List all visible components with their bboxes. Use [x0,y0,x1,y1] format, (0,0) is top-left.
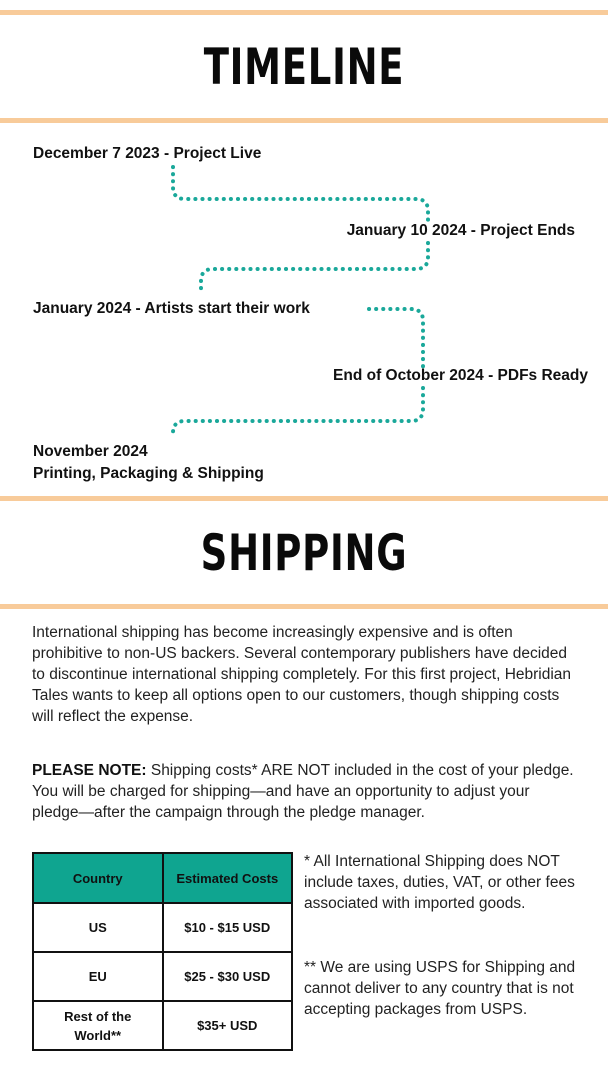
shipping-cost-table [32,852,293,1051]
cell-cost: $35+ USD [163,1001,293,1050]
footnote-usps: ** We are using USPS for Shipping and cannot deliver to any country that is not accepting packages from USPS. [304,959,576,1018]
cell-cost: $25 - $30 USD [163,952,293,1001]
header-country: Country [33,853,163,903]
shipping-title: SHIPPING [200,524,408,582]
timeline-path-4 [173,388,423,438]
cell-cost: $10 - $15 USD [163,903,293,952]
timeline-event-project-live: December 7 2023 - Project Live [33,145,262,162]
shipping-intro: International shipping has become increasingly expensive and is often prohibitive to non-US backers. Several contemporary publishers have decided to discontinue international shipping completely. For this first project, Hebridian Tales wants to keep all options open to our customers, though shipping costs will reflect the expense. [32,624,572,725]
timeline-path-2 [201,243,428,293]
note-text: Shipping costs* ARE NOT included in the cost of your pledge. You will be charged for shipping—and have an opportunity to adjust your pledge—after the campaign through the pledge manager. [32,762,574,821]
shipping-divider [0,604,608,609]
cell-country: Rest of the World** [33,1001,163,1050]
cell-country: US [33,903,163,952]
timeline-connector [0,0,608,500]
timeline-event-november: November 2024 [33,443,148,460]
table-row [33,903,292,952]
cell-country: EU [33,952,163,1001]
footnote-international: * All International Shipping does NOT include taxes, duties, VAT, or other fees associated with imported goods. [304,853,575,912]
timeline-path-1 [173,167,428,223]
timeline-event-artists-start: January 2024 - Artists start their work [33,300,310,317]
timeline-title: TIMELINE [203,38,405,96]
timeline-event-pdfs-ready: End of October 2024 - PDFs Ready [333,367,588,384]
timeline-event-project-ends: January 10 2024 - Project Ends [346,222,575,239]
shipping-note [32,760,580,823]
timeline-path-3 [369,309,423,367]
table-row [33,1001,292,1050]
header-estimated-costs: Estimated Costs [163,853,293,903]
shipping-top-divider [0,496,608,501]
note-label: PLEASE NOTE: [32,762,147,779]
timeline-event-printing: Printing, Packaging & Shipping [33,465,264,482]
table-row [33,952,292,1001]
